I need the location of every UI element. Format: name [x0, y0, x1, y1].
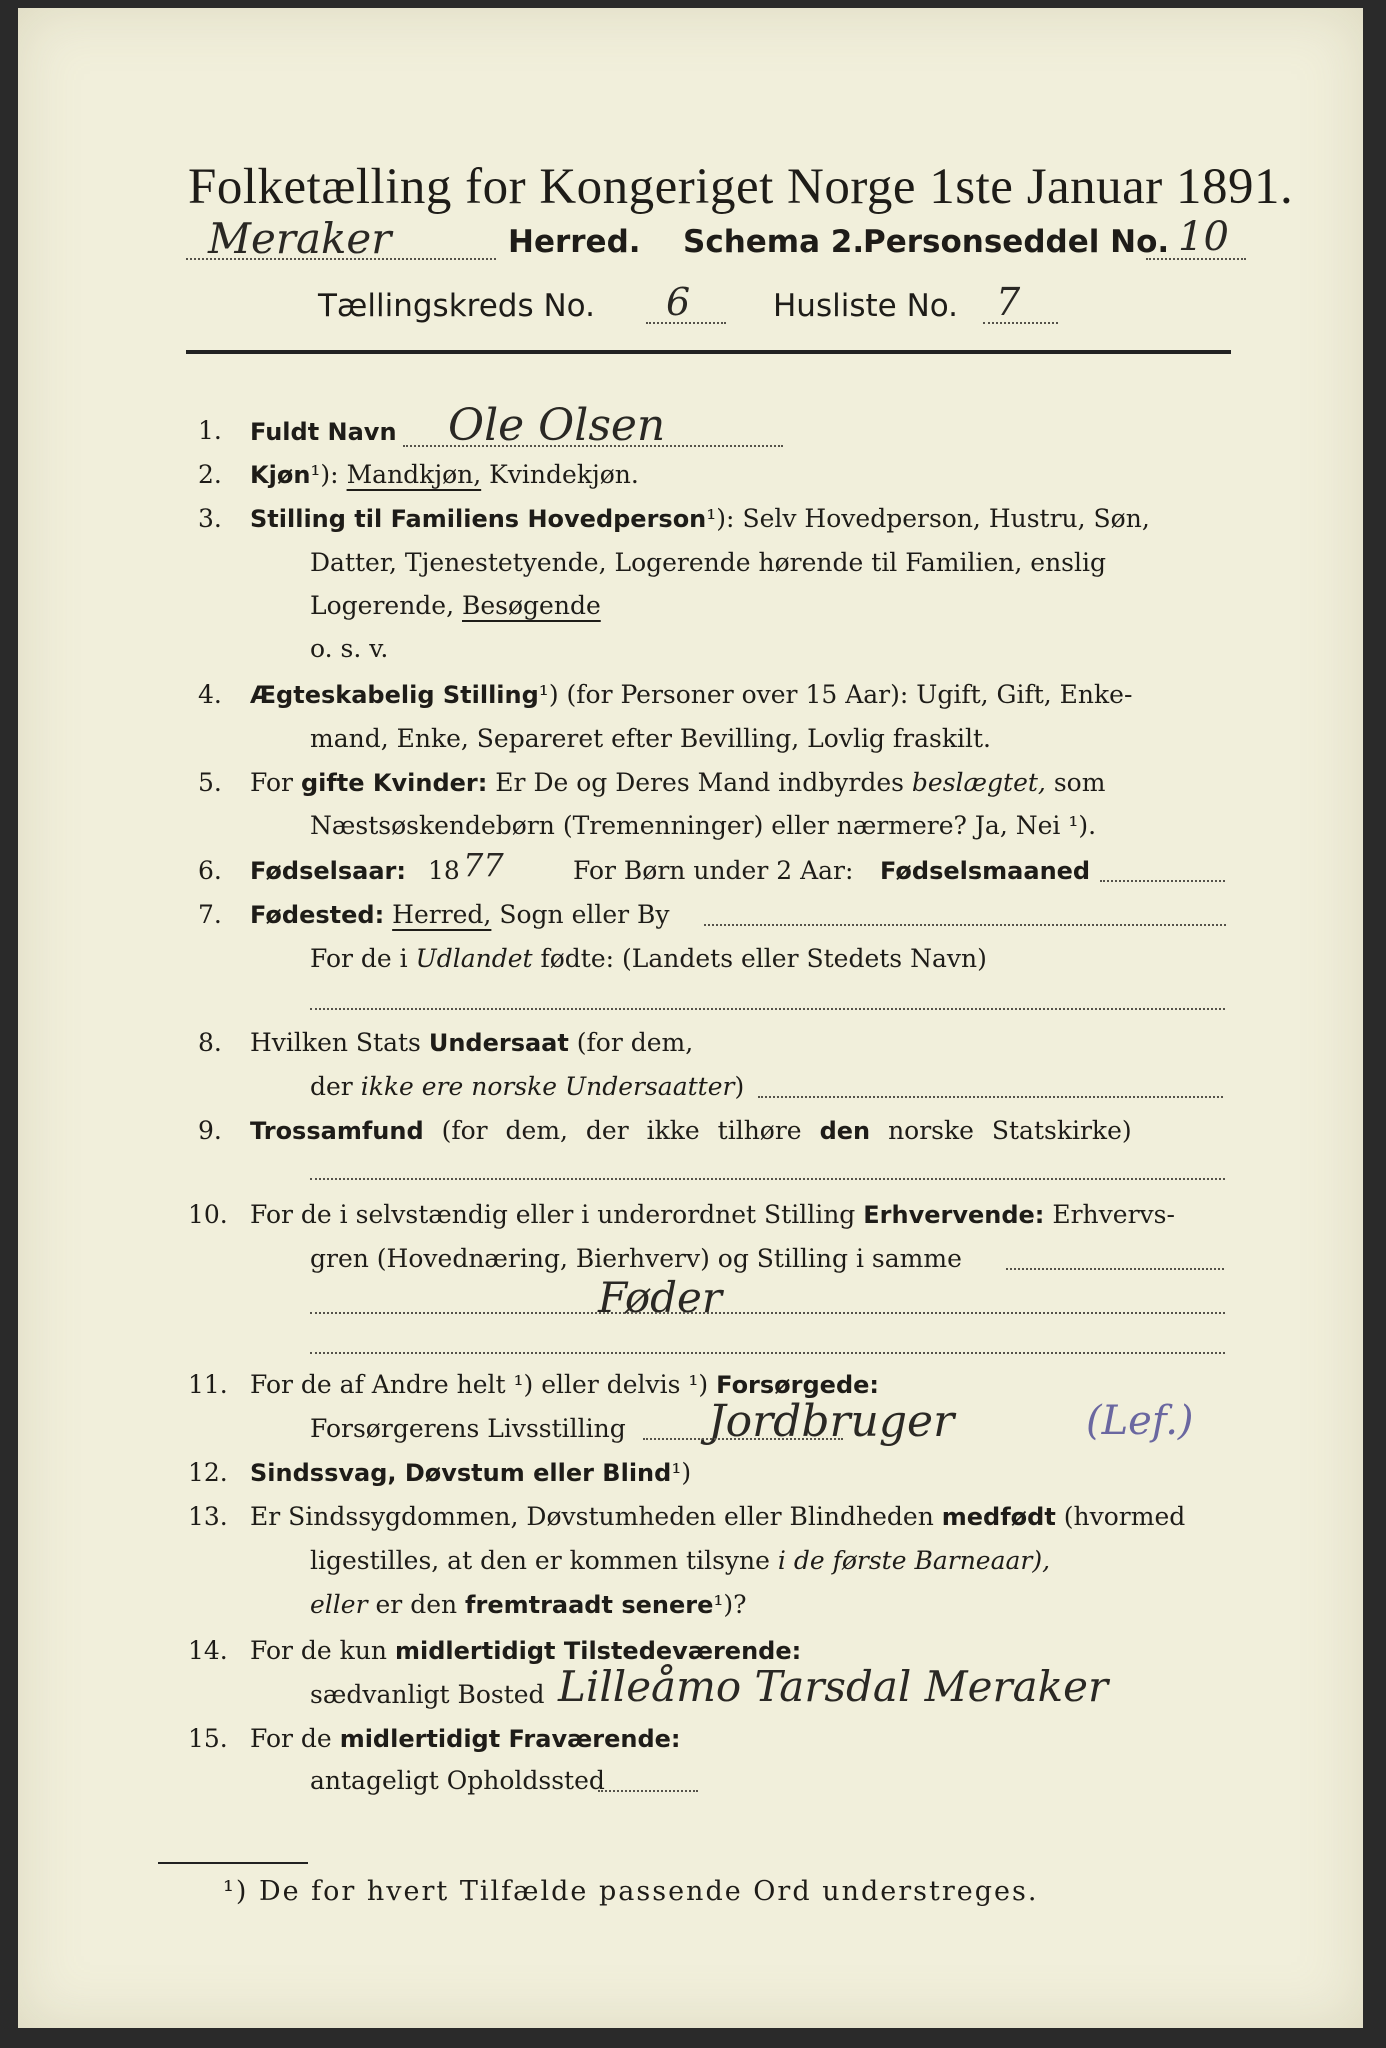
q13-line2 [310, 1546, 1050, 1575]
q13-end: (hvormed [1063, 1502, 1186, 1531]
q5-label: gifte Kvinder: [300, 769, 488, 797]
q2-label: Kjøn [250, 461, 311, 489]
q15-label: midlertidigt Fraværende: [339, 1725, 681, 1753]
q5-line1 [250, 768, 1105, 797]
q3-line1 [250, 504, 1150, 533]
footnote-rule [158, 1862, 308, 1864]
q11-text: For de af Andre helt ¹) eller delvis ¹) [250, 1370, 709, 1399]
q9-dotted-line [310, 1178, 1225, 1180]
q10-number: 10. [188, 1200, 228, 1229]
q4-number: 4. [198, 680, 222, 709]
q11-label: Forsørgede: [716, 1371, 880, 1399]
personseddel-label: Personseddel No. [863, 224, 1170, 260]
q8-line1 [250, 1028, 693, 1057]
q8-dotted-line [758, 1096, 1223, 1098]
q10-text: For de i selvstændig eller i underordnet Stilling [250, 1200, 856, 1229]
q14-label: midlertidigt Tilstedeværende: [394, 1637, 802, 1665]
q15-pre: For de [250, 1724, 332, 1753]
q13-label2: fremtraadt senere [465, 1591, 714, 1619]
q2-option-kvindekjon: Kvindekjøn. [489, 460, 639, 489]
husliste-label: Husliste No. [773, 288, 959, 324]
q13-text-2: ligestilles, at den er kommen tilsyne [310, 1546, 770, 1575]
q13-eller: eller [310, 1590, 368, 1619]
q10-label: Erhvervende: [863, 1201, 1045, 1229]
q11-value: Jordbruger [708, 1396, 955, 1447]
q13-text-3: er den [375, 1590, 458, 1619]
q9-label: Trossamfund [250, 1117, 424, 1145]
header-rule [186, 350, 1231, 354]
q5-number: 5. [198, 768, 222, 797]
q3-line3 [310, 591, 601, 620]
q11-value-annotation: (Lef.) [1086, 1398, 1194, 1444]
herred-dotted-line [186, 258, 496, 260]
form-title: Folketælling for Kongeriget Norge 1ste Januar 1891. [188, 159, 1294, 215]
q7-text: For de i [310, 944, 408, 973]
q6-value: 77 [463, 846, 504, 884]
q3-options-1: Selv Hovedperson, Hustru, Søn, [742, 504, 1150, 533]
q7-label: Fødested: [250, 901, 385, 929]
q9-text: (for dem, der ikke tilhøre [441, 1116, 802, 1145]
q1-value: Ole Olsen [448, 400, 666, 451]
q7-italic: Udlandet [415, 944, 533, 973]
q11-number: 11. [188, 1370, 228, 1399]
q7-dotted-line [704, 924, 1226, 926]
q13-text: Er Sindssygdommen, Døvstumheden eller Blindheden [250, 1502, 934, 1531]
q4-line1 [250, 680, 1132, 709]
q14-pre: For de kun [250, 1636, 388, 1665]
q6-label: Fødselsaar: [250, 857, 406, 885]
q12-line1 [250, 1458, 691, 1487]
q1-dotted-line [403, 445, 783, 447]
husliste-value: 7 [996, 280, 1021, 324]
q13-number: 13. [188, 1502, 228, 1531]
q4-text: ¹) (for Personer over 15 Aar): Ugift, Gift, Enke- [538, 680, 1133, 709]
q15-line1 [250, 1724, 681, 1753]
q3-number: 3. [198, 504, 222, 533]
q7-text-end: fødte: (Landets eller Stedets Navn) [540, 944, 987, 973]
q3-label: Stilling til Familiens Hovedperson [250, 505, 707, 533]
q10-line2: gren (Hovednæring, Bierhverv) og Stilling i samme [310, 1244, 962, 1273]
q2-line [250, 460, 639, 489]
q5-end: som [1053, 768, 1106, 797]
q3-line2: Datter, Tjenestetyende, Logerende hørende til Familien, enslig [310, 548, 1107, 577]
q7-dotted-line-2 [310, 1008, 1225, 1010]
q8-line2: der ikke ere norske Undersaatter) [310, 1072, 745, 1101]
q10-dotted-line-3 [310, 1352, 1225, 1354]
kreds-label: Tællingskreds No. [318, 288, 595, 324]
kreds-value: 6 [666, 280, 691, 324]
q15-line2: antageligt Opholdssted [310, 1766, 605, 1795]
q10-line1 [250, 1200, 1175, 1229]
q14-value: Lilleåmo Tarsdal Meraker [558, 1662, 1109, 1711]
q13-italic: i de første Barneaar), [777, 1546, 1051, 1575]
q2-sup: ¹): [310, 460, 339, 489]
q8-label: Undersaat [428, 1029, 569, 1057]
herred-label: Herred. [508, 224, 641, 260]
q9-end: norske Statskirke) [888, 1116, 1132, 1145]
q12-label: Sindssvag, Døvstum eller Blind [250, 1459, 672, 1487]
q9-line1 [250, 1116, 1132, 1145]
q8-end: (for dem, [576, 1028, 694, 1057]
q6-dotted-line [1100, 880, 1225, 882]
q13-line1 [250, 1502, 1185, 1531]
q14-line1 [250, 1636, 801, 1665]
q3-option-besogende: Besøgende [462, 591, 601, 620]
q6-prefix: 18 [428, 856, 460, 885]
q10-dotted-line [1006, 1268, 1224, 1270]
q13-label: medfødt [941, 1503, 1056, 1531]
q6-number: 6. [198, 856, 222, 885]
q1-label: Fuldt Navn [250, 418, 397, 446]
personseddel-value: 10 [1178, 214, 1229, 260]
q2-number: 2. [198, 460, 222, 489]
q6-text: For Børn under 2 Aar: [573, 856, 854, 885]
q11-dotted-line [643, 1438, 843, 1440]
q10-value: Føder [598, 1273, 722, 1322]
q9-number: 9. [198, 1116, 222, 1145]
q5-line2: Næstsøskendebørn (Tremenninger) eller nærmere? Ja, Nei ¹). [310, 811, 1097, 840]
q7-line2 [310, 944, 987, 973]
q10-dotted-line-2 [310, 1312, 1225, 1314]
q7-rest: Sogn eller By [499, 900, 670, 929]
q1-number: 1. [198, 416, 222, 445]
husliste-dotted-line [983, 322, 1058, 324]
footnote: ¹) De for hvert Tilfælde passende Ord understreges. [223, 1876, 1039, 1907]
q14-line2: sædvanligt Bosted [310, 1680, 545, 1709]
q9-den: den [819, 1117, 871, 1145]
q8-italic: ikke ere norske Undersaatter [360, 1072, 735, 1101]
q5-italic: beslægtet, [911, 768, 1046, 797]
q3-sup: ¹): [706, 504, 735, 533]
q14-number: 14. [188, 1636, 228, 1665]
q11-line2: Forsørgerens Livsstilling [310, 1414, 626, 1443]
q11-line1 [250, 1370, 879, 1399]
q8-pre: Hvilken Stats [250, 1028, 421, 1057]
q10-end: Erhvervs- [1052, 1200, 1175, 1229]
q6-label2: Fødselsmaaned [880, 857, 1091, 885]
q8-der: der [310, 1072, 353, 1101]
q13-end2: ¹)? [713, 1590, 747, 1619]
q4-line2: mand, Enke, Separeret efter Bevilling, Lovlig fraskilt. [310, 724, 991, 753]
q7-option-herred: Herred, [392, 900, 492, 929]
personseddel-dotted-line [1146, 258, 1246, 260]
q7-line1 [250, 900, 670, 929]
q7-number: 7. [198, 900, 222, 929]
kreds-dotted-line [646, 322, 726, 324]
q2-option-mandkjon: Mandkjøn, [346, 460, 482, 489]
schema-label: Schema 2. [683, 224, 865, 260]
q13-line3 [310, 1590, 747, 1619]
q3-line4: o. s. v. [310, 634, 389, 663]
q5-text: Er De og Deres Mand indbyrdes [495, 768, 904, 797]
q4-label: Ægteskabelig Stilling [250, 681, 539, 709]
q12-sup: ¹) [671, 1458, 692, 1487]
q5-pre: For [250, 768, 293, 797]
q3-option-logerende: Logerende, [310, 591, 455, 620]
q15-number: 15. [188, 1724, 228, 1753]
q15-dotted-line [598, 1790, 698, 1792]
q12-number: 12. [188, 1458, 228, 1487]
census-form-page [18, 8, 1363, 2028]
herred-value: Meraker [208, 214, 392, 263]
q8-number: 8. [198, 1028, 222, 1057]
